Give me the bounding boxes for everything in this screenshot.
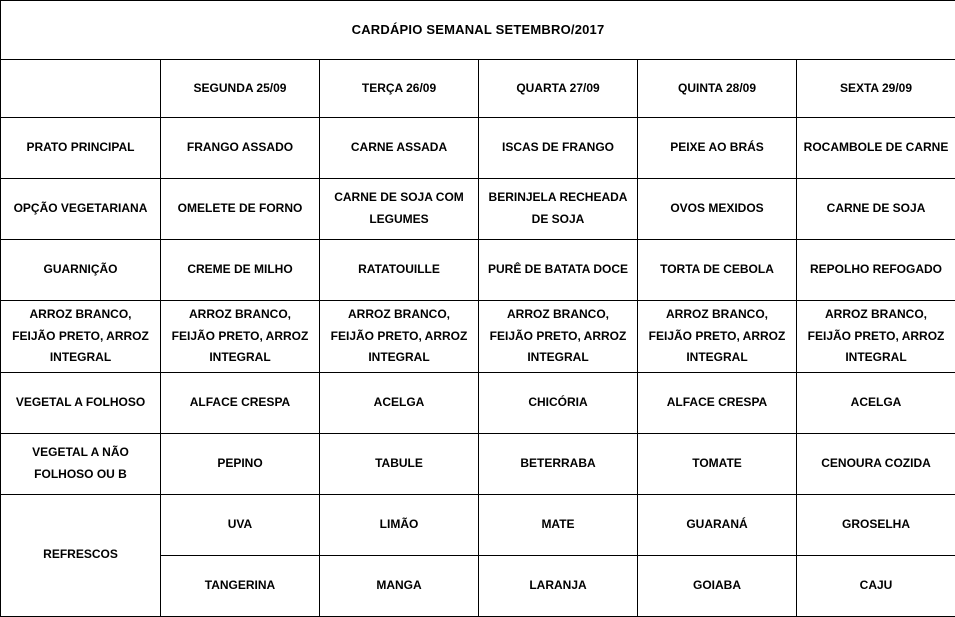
title-row	[1, 1, 955, 60]
table-cell: CREME DE MILHO	[161, 240, 320, 301]
table-cell: FRANGO ASSADO	[161, 118, 320, 179]
row-label-refrescos: REFRESCOS	[1, 494, 161, 616]
table-cell: ALFACE CRESPA	[161, 372, 320, 433]
table-cell: BETERRABA	[479, 433, 638, 494]
column-header-segunda: SEGUNDA 25/09	[161, 60, 320, 118]
table-cell: REPOLHO REFOGADO	[797, 240, 955, 301]
column-header-terca: TERÇA 26/09	[320, 60, 479, 118]
table-cell: ISCAS DE FRANGO	[479, 118, 638, 179]
table-cell: TABULE	[320, 433, 479, 494]
table-cell: BERINJELA RECHEADA DE SOJA	[479, 179, 638, 240]
table-cell: ARROZ BRANCO, FEIJÃO PRETO, ARROZ INTEGRAL	[638, 301, 797, 373]
table-cell: ACELGA	[797, 372, 955, 433]
column-header-quarta: QUARTA 27/09	[479, 60, 638, 118]
table-cell: RATATOUILLE	[320, 240, 479, 301]
table-cell: PEIXE AO BRÁS	[638, 118, 797, 179]
row-opcao-vegetariana	[1, 179, 955, 240]
table-cell: MATE	[479, 494, 638, 555]
table-cell: MANGA	[320, 555, 479, 616]
table-cell: CARNE ASSADA	[320, 118, 479, 179]
column-header-sexta: SEXTA 29/09	[797, 60, 955, 118]
row-label-arroz-feijao: ARROZ BRANCO, FEIJÃO PRETO, ARROZ INTEGRAL	[1, 301, 161, 373]
table-cell: TANGERINA	[161, 555, 320, 616]
table-cell: OMELETE DE FORNO	[161, 179, 320, 240]
row-label-prato-principal: PRATO PRINCIPAL	[1, 118, 161, 179]
row-label-opcao-vegetariana: OPÇÃO VEGETARIANA	[1, 179, 161, 240]
corner-cell	[1, 60, 161, 118]
table-cell: LIMÃO	[320, 494, 479, 555]
table-cell: ARROZ BRANCO, FEIJÃO PRETO, ARROZ INTEGRAL	[797, 301, 955, 373]
row-arroz-feijao	[1, 301, 955, 373]
table-cell: CAJU	[797, 555, 955, 616]
table-cell: ACELGA	[320, 372, 479, 433]
row-vegetal-nao-folhoso	[1, 433, 955, 494]
table-cell: ARROZ BRANCO, FEIJÃO PRETO, ARROZ INTEGRAL	[320, 301, 479, 373]
row-label-vegetal-folhoso: VEGETAL A FOLHOSO	[1, 372, 161, 433]
table-cell: GOIABA	[638, 555, 797, 616]
row-vegetal-folhoso	[1, 372, 955, 433]
table-cell: TOMATE	[638, 433, 797, 494]
table-cell: ARROZ BRANCO, FEIJÃO PRETO, ARROZ INTEGRAL	[161, 301, 320, 373]
table-cell: GROSELHA	[797, 494, 955, 555]
table-cell: ROCAMBOLE DE CARNE	[797, 118, 955, 179]
table-cell: PEPINO	[161, 433, 320, 494]
table-cell: ALFACE CRESPA	[638, 372, 797, 433]
table-cell: LARANJA	[479, 555, 638, 616]
table-cell: CARNE DE SOJA COM LEGUMES	[320, 179, 479, 240]
table-cell: GUARANÁ	[638, 494, 797, 555]
page-title: CARDÁPIO SEMANAL SETEMBRO/2017	[1, 1, 955, 60]
row-prato-principal	[1, 118, 955, 179]
table-cell: CENOURA COZIDA	[797, 433, 955, 494]
header-row	[1, 60, 955, 118]
table-cell: CHICÓRIA	[479, 372, 638, 433]
table-cell: TORTA DE CEBOLA	[638, 240, 797, 301]
column-header-quinta: QUINTA 28/09	[638, 60, 797, 118]
table-cell: OVOS MEXIDOS	[638, 179, 797, 240]
row-label-guarnicao: GUARNIÇÃO	[1, 240, 161, 301]
table-cell: UVA	[161, 494, 320, 555]
table-cell: CARNE DE SOJA	[797, 179, 955, 240]
table-cell: PURÊ DE BATATA DOCE	[479, 240, 638, 301]
row-label-vegetal-nao-folhoso: VEGETAL A NÃO FOLHOSO OU B	[1, 433, 161, 494]
row-guarnicao	[1, 240, 955, 301]
table-cell: ARROZ BRANCO, FEIJÃO PRETO, ARROZ INTEGRAL	[479, 301, 638, 373]
row-refrescos-1	[1, 494, 955, 555]
